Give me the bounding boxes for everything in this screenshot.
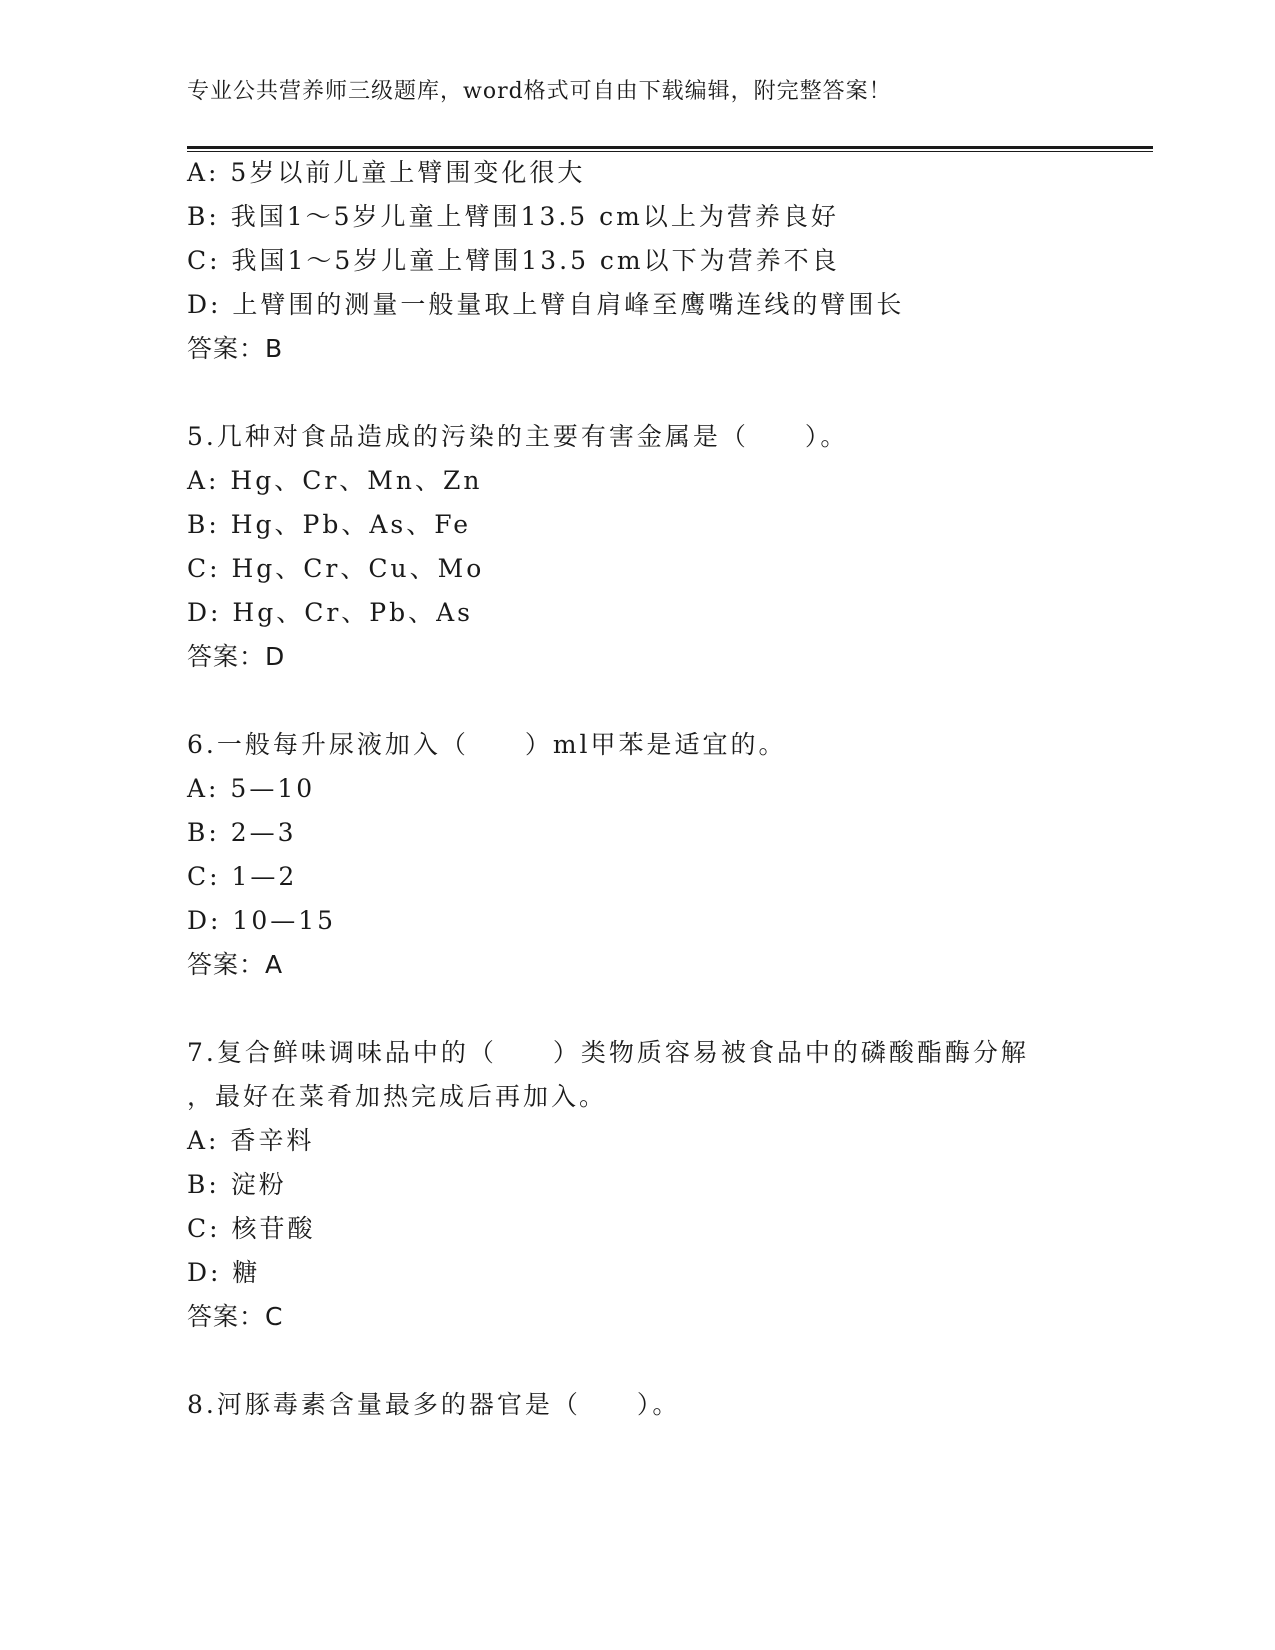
q7-option-b: B: 淀粉 <box>187 1170 287 1199</box>
q7-answer: 答案：C <box>187 1302 284 1331</box>
q4-option-c: C: 我国1～5岁儿童上臂围13.5 cm以下为营养不良 <box>187 246 840 275</box>
q7-stem-line1: 7.复合鲜味调味品中的（ ）类物质容易被食品中的磷酸酯酶分解 <box>187 1038 1029 1067</box>
q7-option-a: A: 香辛料 <box>187 1126 315 1155</box>
q6-option-b: B: 2—3 <box>187 818 297 847</box>
q6-option-a: A: 5—10 <box>187 774 316 803</box>
q5-stem: 5.几种对食品造成的污染的主要有害金属是（ ）。 <box>187 422 849 451</box>
q7-option-d: D: 糖 <box>187 1258 261 1287</box>
q5-option-b: B: Hg、Pb、As、Fe <box>187 510 472 539</box>
q8-stem: 8.河豚毒素含量最多的器官是（ ）。 <box>187 1390 681 1419</box>
q5-option-c: C: Hg、Cr、Cu、Mo <box>187 554 485 583</box>
q5-option-a: A: Hg、Cr、Mn、Zn <box>187 466 483 495</box>
q6-option-d: D: 10—15 <box>187 906 337 935</box>
q4-option-d: D: 上臂围的测量一般量取上臂自肩峰至鹰嘴连线的臂围长 <box>187 290 905 319</box>
q5-option-d: D: Hg、Cr、Pb、As <box>187 598 474 627</box>
document-header: 专业公共营养师三级题库，word格式可自由下载编辑，附完整答案！ <box>187 79 892 104</box>
q4-option-a: A: 5岁以前儿童上臂围变化很大 <box>187 158 586 187</box>
header-divider-thin <box>187 151 1153 152</box>
q6-answer: 答案：A <box>187 950 284 979</box>
q7-option-c: C: 核苷酸 <box>187 1214 316 1243</box>
header-divider-thick <box>187 146 1153 149</box>
q6-option-c: C: 1—2 <box>187 862 298 891</box>
q4-option-b: B: 我国1～5岁儿童上臂围13.5 cm以上为营养良好 <box>187 202 839 231</box>
q7-stem-line2: ，最好在菜肴加热完成后再加入。 <box>187 1082 608 1111</box>
q6-stem: 6.一般每升尿液加入（ ）ml甲苯是适宜的。 <box>187 730 787 759</box>
q5-answer: 答案：D <box>187 642 286 671</box>
q4-answer: 答案：B <box>187 334 284 363</box>
